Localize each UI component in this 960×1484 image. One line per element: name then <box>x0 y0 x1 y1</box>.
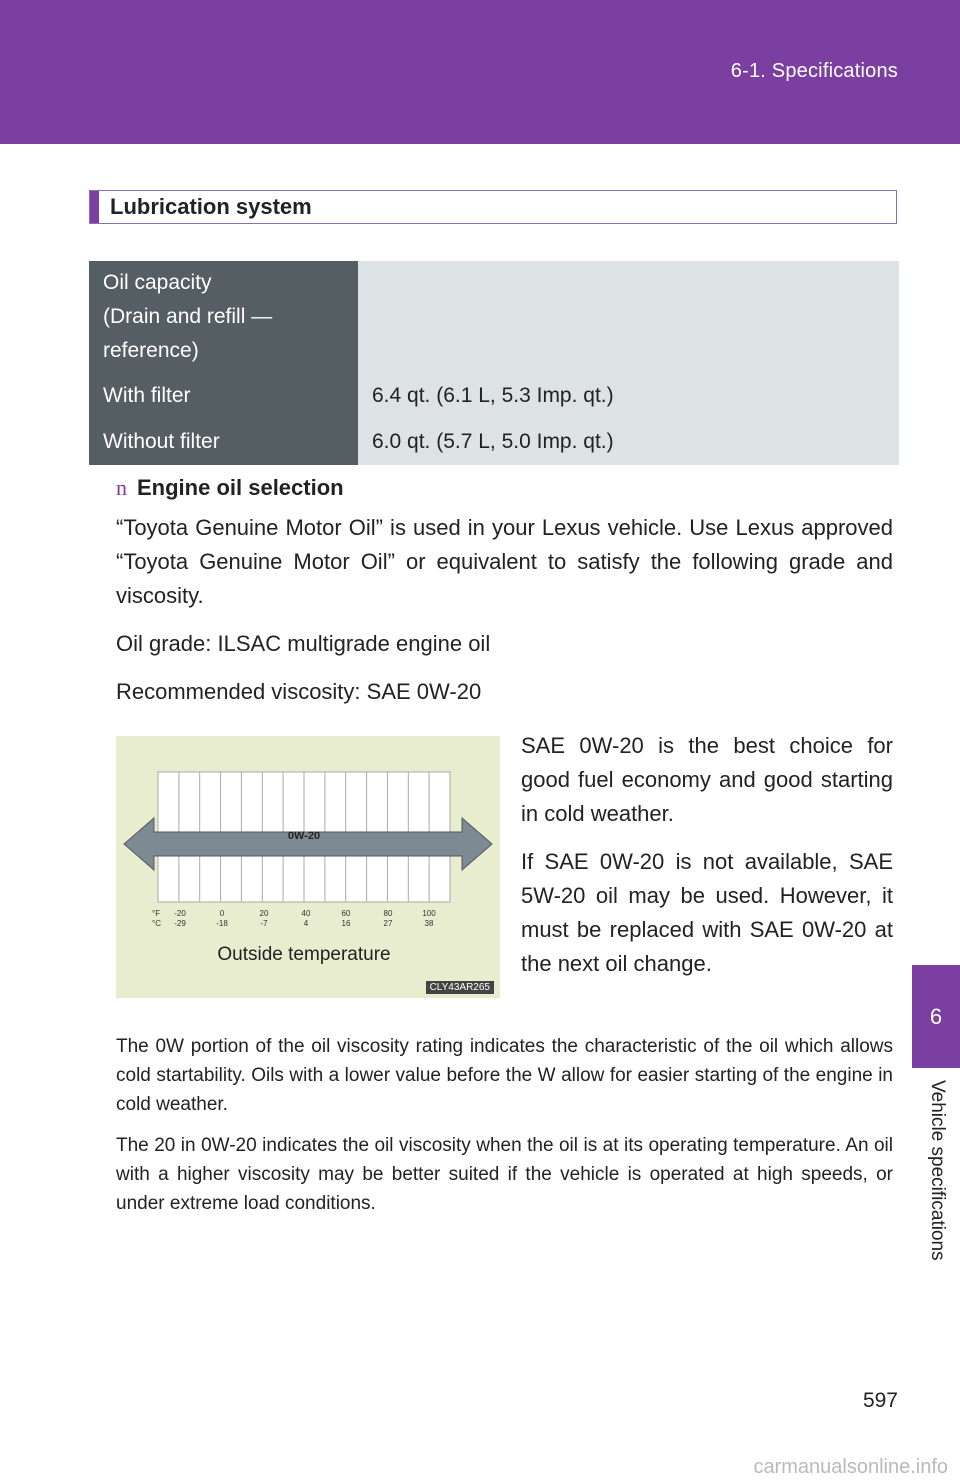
figure-code: CLY43AR265 <box>426 981 494 994</box>
section-title <box>89 190 897 224</box>
tick-c: 16 <box>341 919 351 928</box>
tick-c: -18 <box>216 919 228 928</box>
row-label: Without filter <box>89 419 358 465</box>
tick-c: 38 <box>424 919 434 928</box>
alternative-oil-text: If SAE 0W-20 is not available, SAE 5W-20 oil may be used. However, it must be replaced with SAE 0W-20 at the next oil change. <box>521 849 893 976</box>
note-0w: The 0W portion of the oil viscosity rating indicates the characteristic of the oil which allows cold startability. Oils with a lower value before the W allow for easier starting of the engine in cold weather. <box>116 1036 893 1115</box>
tick-c: -7 <box>260 919 268 928</box>
tick-f: 0 <box>219 909 225 918</box>
header-line: reference) <box>103 339 199 362</box>
oil-capacity-header <box>89 261 358 373</box>
note-20: The 20 in 0W-20 indicates the oil viscosity when the oil is at its operating temperature. An oil with a higher viscosity may be better suited if the vehicle is operated at high speeds, or under extreme load conditions. <box>116 1135 893 1214</box>
section-title-text: Lubrication system <box>110 194 312 219</box>
watermark: carmanualsonline.info <box>753 1456 948 1478</box>
arrow-label: 0W-20 <box>287 830 321 842</box>
table-row <box>89 419 899 465</box>
header-line: Oil capacity <box>103 271 212 294</box>
header-line: (Drain and refill — <box>103 305 273 328</box>
oil-viscosity: Recommended viscosity: SAE 0W-20 <box>116 679 482 704</box>
oil-grade: Oil grade: ILSAC multigrade engine oil <box>116 631 491 656</box>
engine-oil-heading <box>116 475 344 501</box>
engine-oil-title: Engine oil selection <box>137 475 344 500</box>
page-number: 597 <box>862 1389 898 1412</box>
unit-c: °C <box>152 919 161 928</box>
tick-f: -20 <box>174 909 186 918</box>
row-value: 6.4 qt. (6.1 L, 5.3 Imp. qt.) <box>358 373 899 419</box>
tick-c: -29 <box>174 919 186 928</box>
tick-f: 40 <box>301 909 311 918</box>
tick-f: 80 <box>383 909 393 918</box>
tick-f: 60 <box>341 909 351 918</box>
figure-caption: Outside temperature <box>217 944 391 965</box>
table-row <box>89 373 899 419</box>
chapter-tab[interactable]: 6 <box>912 965 960 1068</box>
chapter-label: Vehicle specifications <box>927 1080 948 1261</box>
tick-f: 100 <box>422 909 436 918</box>
unit-f: °F <box>152 909 161 918</box>
bullet-icon: n <box>116 475 127 500</box>
section-reference: 6-1. Specifications <box>730 60 898 82</box>
tick-c: 27 <box>383 919 393 928</box>
viscosity-figure <box>116 736 500 998</box>
best-choice-text: SAE 0W-20 is the best choice for good fuel economy and good starting in cold weather. <box>521 733 893 826</box>
header-value-cell <box>358 261 899 373</box>
engine-oil-intro: “Toyota Genuine Motor Oil” is used in your Lexus vehicle. Use Lexus approved “Toyota Genuine Motor Oil” or equivalent to satisfy the following grade and viscosity. <box>116 515 893 608</box>
tick-c: 4 <box>303 919 309 928</box>
tick-f: 20 <box>259 909 269 918</box>
row-label: With filter <box>89 373 358 419</box>
section-title-bar <box>90 191 99 223</box>
row-value: 6.0 qt. (5.7 L, 5.0 Imp. qt.) <box>358 419 899 465</box>
oil-capacity-table <box>89 261 899 465</box>
